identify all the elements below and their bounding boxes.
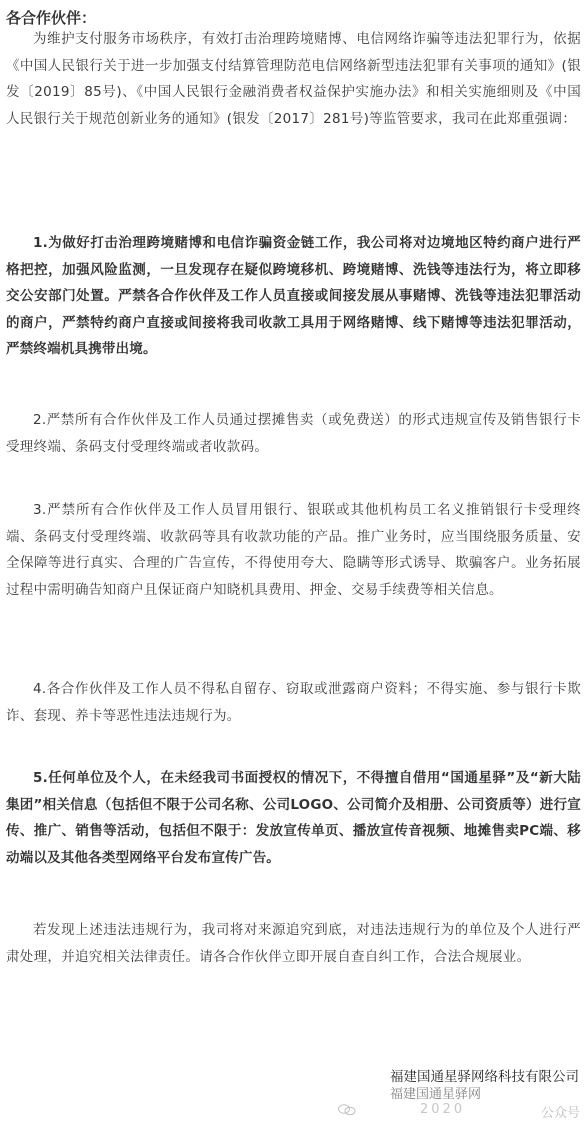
watermark	[330, 1098, 580, 1124]
watermark-text: 公众号	[540, 1106, 580, 1121]
date-fragment: 2020	[420, 1102, 466, 1117]
company-stamp-overlay: 福建国通星驿网	[390, 1087, 482, 1102]
wechat-icon	[338, 1104, 356, 1116]
item-3-paragraph: 3.严禁所有合作伙伴及工作人员冒用银行、银联或其他机构员工名义推销银行卡受理终端、条码支付受理终端、收款码等具有收款功能的产品。推广业务时，应当围绕服务质量、安全保障等进行真实、合理的广告宣传，不得使用夸大、隐瞒等形式诱导、欺骗客户。业务拓展过程中需明确告知商户且保证商户知晓机具费用、押金、交易手续费等相关信息。	[6, 502, 581, 598]
closing-paragraph: 若发现上述违法违规行为，我司将对来源追究到底，对违法违规行为的单位及个人进行严肃处理，并追究相关法律责任。请各合作伙伴立即开展自查自纠工作，合法合规展业。	[6, 922, 581, 965]
company-name: 福建国通星驿网络科技有限公司	[390, 1069, 579, 1085]
salutation-heading: 各合作伙伴：	[6, 9, 97, 27]
item-1-paragraph: 1.为做好打击治理跨境赌博和电信诈骗资金链工作，我公司将对边境地区特约商户进行严格把控，加强风险监测，一旦发现存在疑似跨境移机、跨境赌博、洗钱等违法行为，将立即移交公安部门处置。严禁各合作伙伴及工作人员直接或间接发展从事赌博、洗钱等违法犯罪活动的商户，严禁特约商户直接或间接将我司收款工具用于网络赌博、线下赌博等违法犯罪活动，严禁终端机具携带出境。	[6, 235, 581, 357]
intro-paragraph: 为维护支付服务市场秩序，有效打击治理跨境赌博、电信网络诈骗等违法犯罪行为，依据《中国人民银行关于进一步加强支付结算管理防范电信网络新型违法犯罪有关事项的通知》(银发〔2019〕85号)、《中国人民银行金融消费者权益保护实施办法》和相关实施细则及《中国人民银行关于规范创新业务的通知》(银发〔2017〕281号)等监管要求，我司在此郑重强调：	[6, 31, 581, 127]
item-4-paragraph: 4.各合作伙伴及工作人员不得私自留存、窃取或泄露商户资料；不得实施、参与银行卡欺诈、套现、养卡等恶性违法违规行为。	[6, 681, 581, 724]
item-5-paragraph: 5.任何单位及个人，在未经我司书面授权的情况下，不得擅自借用“国通星驿”及“新大陆集团”相关信息（包括但不限于公司名称、公司LOGO、公司简介及相册、公司资质等）进行宣传、推广、销售等活动，包括但不限于：发放宣传单页、播放宣传音视频、地摊售卖PC端、移动端以及其他各类型网络平台发布宣传广告。	[6, 770, 581, 866]
item-2-paragraph: 2.严禁所有合作伙伴及工作人员通过摆摊售卖（或免费送）的形式违规宣传及销售银行卡受理终端、条码支付受理终端或者收款码。	[6, 412, 581, 455]
